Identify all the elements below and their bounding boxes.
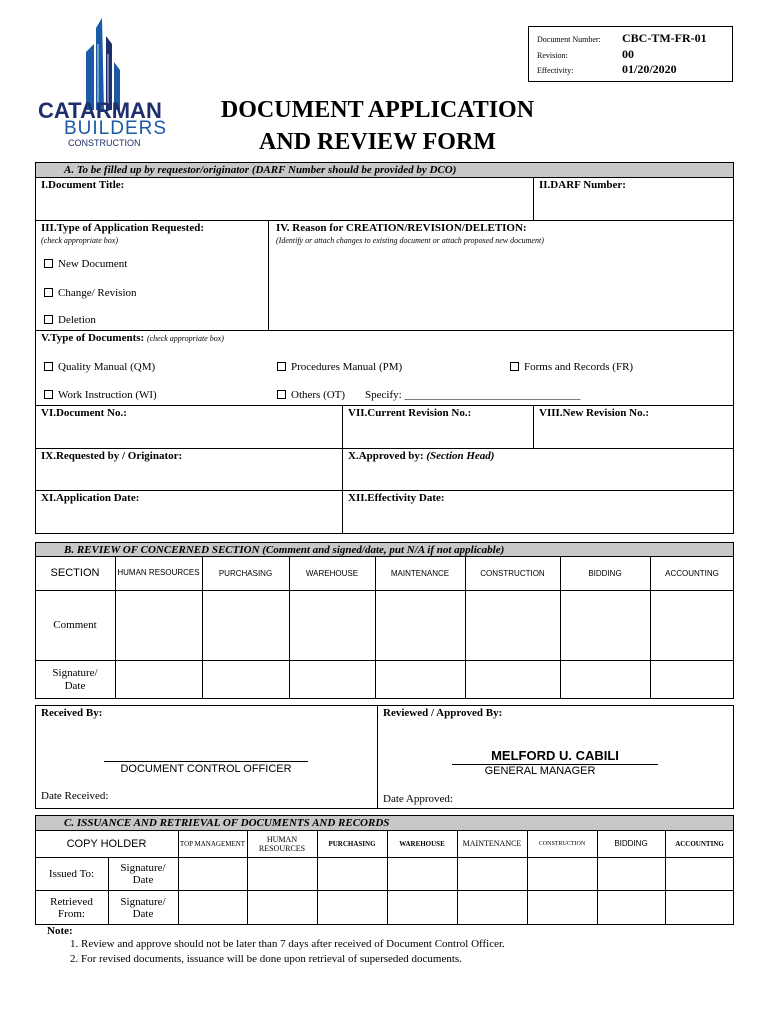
specify-field[interactable]: Specify: ________________________________ — [365, 389, 581, 401]
col-section: SECTION — [50, 567, 100, 579]
checkbox-icon — [277, 362, 286, 371]
company-logo — [36, 14, 176, 154]
retrieved-from-label: Retrieved From: — [50, 895, 93, 920]
darf-number-field[interactable]: II.DARF Number: — [539, 179, 626, 191]
document-info-box — [528, 26, 733, 82]
document-no-field[interactable]: VI.Document No.: — [41, 407, 127, 419]
effectivity-value: 01/20/2020 — [622, 62, 677, 76]
col-purchasing: PURCHASING — [328, 839, 376, 848]
issued-to-label: Issued To: — [48, 867, 95, 880]
col-accounting: ACCOUNTING — [675, 839, 724, 848]
col-maintenance: MAINTENANCE — [462, 839, 522, 848]
general-manager-name: MELFORD U. CABILI — [491, 748, 619, 763]
section-c-header: C. ISSUANCE AND RETRIEVAL OF DOCUMENTS AND RECORDS — [35, 815, 734, 831]
forms-records-checkbox[interactable]: Forms and Records (FR) — [510, 361, 633, 373]
retrieved-signature-date: Signature/ Date — [120, 895, 166, 920]
checkbox-icon — [44, 288, 53, 297]
date-received-field[interactable]: Date Received: — [41, 790, 109, 802]
form-title-line2: AND REVIEW FORM — [259, 129, 496, 155]
application-type-note: (check appropriate box) — [41, 236, 119, 245]
date-approved-field[interactable]: Date Approved: — [383, 793, 453, 805]
quality-manual-checkbox[interactable]: Quality Manual (QM) — [44, 361, 155, 373]
col-top-management: TOP MANAGEMENT — [179, 839, 246, 848]
logo-line3: CONSTRUCTION — [68, 138, 141, 148]
note-label: Note: — [47, 925, 73, 937]
checkbox-icon — [44, 390, 53, 399]
doc-number-value: CBC-TM-FR-01 — [622, 31, 707, 45]
requested-by-field[interactable]: IX.Requested by / Originator: — [41, 450, 183, 462]
reason-note: (Identify or attach changes to existing document or attach proposed new document) — [276, 236, 544, 245]
form-title-line1: DOCUMENT APPLICATION — [220, 97, 535, 123]
revision-value: 00 — [622, 47, 634, 61]
checkbox-icon — [277, 390, 286, 399]
col-human-resources: HUMAN RESOURCES — [258, 834, 306, 853]
col-human-resources: HUMAN RESOURCES — [117, 568, 200, 577]
copy-holder-label: COPY HOLDER — [66, 837, 147, 850]
col-bidding: BIDDING — [588, 568, 622, 578]
col-purchasing: PURCHASING — [218, 568, 273, 578]
section-a-header: A. To be filled up by requestor/originator (DARF Number should be provided by DCO) — [35, 162, 734, 178]
work-instruction-checkbox[interactable]: Work Instruction (WI) — [44, 389, 157, 401]
row-comment: Comment — [53, 619, 97, 631]
col-construction: CONSTRUCTION — [480, 568, 545, 578]
document-type-note: (check appropriate box) — [146, 334, 224, 343]
note-item-1: 1. Review and approve should not be later than 7 days after received of Document Control Officer. — [70, 938, 505, 950]
document-type-label: V.Type of Documents: (check appropriate box) — [41, 332, 224, 344]
checkbox-icon — [44, 362, 53, 371]
logo-line2: BUILDERS — [64, 118, 168, 139]
general-manager-title: GENERAL MANAGER — [484, 765, 596, 777]
col-bidding: BIDDING — [614, 839, 648, 848]
section-b-header: B. REVIEW OF CONCERNED SECTION (Comment and signed/date, put N/A if not applicable) — [35, 542, 734, 557]
checkbox-icon — [44, 315, 53, 324]
new-revision-field[interactable]: VIII.New Revision No.: — [539, 407, 649, 419]
doc-number-label: Document Number: — [537, 35, 601, 44]
others-checkbox[interactable]: Others (OT) — [277, 389, 345, 401]
application-type-label: III.Type of Application Requested: — [41, 222, 204, 234]
effectivity-date-field[interactable]: XII.Effectivity Date: — [348, 492, 445, 504]
reason-label: IV. Reason for CREATION/REVISION/DELETION: — [276, 222, 527, 234]
col-accounting: ACCOUNTING — [665, 568, 719, 578]
revision-label: Revision: — [537, 51, 568, 60]
col-warehouse: WAREHOUSE — [399, 839, 445, 848]
form-title — [185, 94, 570, 158]
issued-signature-date: Signature/ Date — [120, 861, 166, 886]
application-date-field[interactable]: XI.Application Date: — [41, 492, 140, 504]
reviewed-by-label: Reviewed / Approved By: — [383, 707, 503, 719]
received-by-label: Received By: — [41, 707, 103, 719]
checkbox-icon — [44, 259, 53, 268]
new-document-checkbox[interactable]: New Document — [44, 258, 127, 270]
checkbox-icon — [510, 362, 519, 371]
procedures-manual-checkbox[interactable]: Procedures Manual (PM) — [277, 361, 402, 373]
deletion-checkbox[interactable]: Deletion — [44, 314, 96, 326]
note-item-2: 2. For revised documents, issuance will be done upon retrieval of superseded documents. — [70, 953, 462, 965]
col-construction: CONSTRUCTION — [538, 840, 586, 847]
col-warehouse: WAREHOUSE — [305, 568, 359, 578]
current-revision-field[interactable]: VII.Current Revision No.: — [348, 407, 472, 419]
building-icon — [36, 14, 176, 110]
logo-line1: CATARMAN — [38, 98, 162, 123]
document-title-field[interactable]: I.Document Title: — [41, 179, 125, 191]
document-control-officer: DOCUMENT CONTROL OFFICER — [120, 763, 292, 775]
effectivity-label: Effectivity: — [537, 66, 574, 75]
col-maintenance: MAINTENANCE — [390, 568, 450, 578]
row-signature-date: Signature/ Date — [52, 666, 98, 692]
change-revision-checkbox[interactable]: Change/ Revision — [44, 287, 137, 299]
approved-by-field[interactable]: X.Approved by: (Section Head) — [348, 450, 495, 462]
